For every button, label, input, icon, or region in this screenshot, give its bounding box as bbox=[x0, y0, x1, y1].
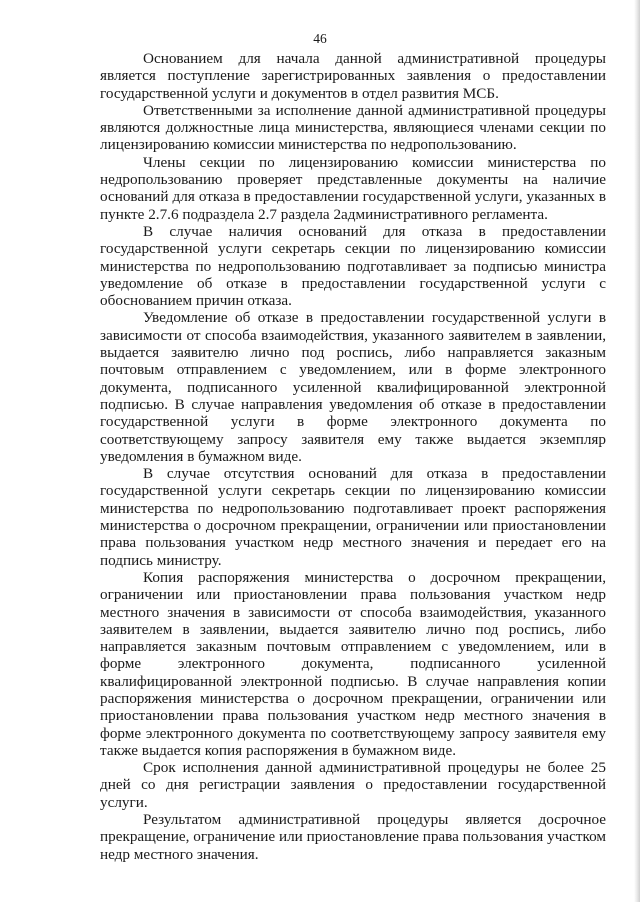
paragraph-refusal-notice-delivery: Уведомление об отказе в предоставлении государственной услуги в зависимости от способа взаимодействия, указанного заявителем в заявлении, выдается заявителю лично под роспись, либо направляется заказным почтовым отправлением с уведомлением, или в форме электронного документа, подписанного усиленной квалифицированной электронной подписью. В случае направления уведомления об отказе в предоставлении государственной услуги в форме электронного документа по соответствующему запросу заявителя ему также выдается экземпляр уведомления в бумажном виде. bbox=[100, 309, 606, 465]
paragraph-order-copy-delivery: Копия распоряжения министерства о досрочном прекращении, ограничении или приостановлении права пользования участком недр местного значения в зависимости от способа взаимодействия, указанного заявителем в заявлении, выдается заявителю лично под роспись, либо направляется заказным почтовым отправлением с уведомлением, или в форме электронного документа, подписанного усиленной квалифицированной электронной подписью. В случае направления копии распоряжения министерства о досрочном прекращении, ограничении или приостановлении права пользования участком недр местного значения в форме электронного документа по соответствующему запросу заявителя ему также выдается копия распоряжения в бумажном виде. bbox=[100, 568, 606, 759]
paragraph-no-refusal-grounds: В случае отсутствия оснований для отказа в предоставлении государственной услуги секретарь секции по лицензированию комиссии министерства по недропользованию подготавливает проект распоряжения министерства о досрочном прекращении, ограничении или приостановлении права пользования участком недр местного значения и передает его на подпись министру. bbox=[100, 465, 606, 569]
paragraph-procedure-basis: Основанием для начала данной административной процедуры является поступление зарегистрированных заявления о предоставлении государственной услуги и документов в отдел развития МСБ. bbox=[100, 50, 606, 102]
paragraph-refusal-grounds: В случае наличия оснований для отказа в предоставлении государственной услуги секретарь секции по лицензированию комиссии министерства по недропользованию подготавливает за подписью министра уведомление об отказе в предоставлении государственной услуги с обоснованием причин отказа. bbox=[100, 222, 606, 310]
page-number: 46 bbox=[313, 31, 327, 46]
paragraph-document-check: Члены секции по лицензированию комиссии министерства по недропользованию проверяет представленные документы на наличие оснований для отказа в предоставлении государственной услуги, указанных в пункте 2.7.6 подраздела 2.7 раздела 2административного регламента. bbox=[100, 153, 606, 223]
page-edge-shadow bbox=[634, 0, 640, 902]
document-body bbox=[100, 50, 606, 863]
paragraph-procedure-result: Результатом административной процедуры является досрочное прекращение, ограничение или приостановление права пользования участком недр местного значения. bbox=[100, 811, 606, 863]
paragraph-responsible-persons: Ответственными за исполнение данной административной процедуры являются должностные лица министерства, являющиеся членами секции по лицензированию комиссии министерства по недропользованию. bbox=[100, 101, 606, 154]
paragraph-procedure-deadline: Срок исполнения данной административной процедуры не более 25 дней со дня регистрации заявления о предоставлении государственной услуги. bbox=[100, 759, 606, 811]
